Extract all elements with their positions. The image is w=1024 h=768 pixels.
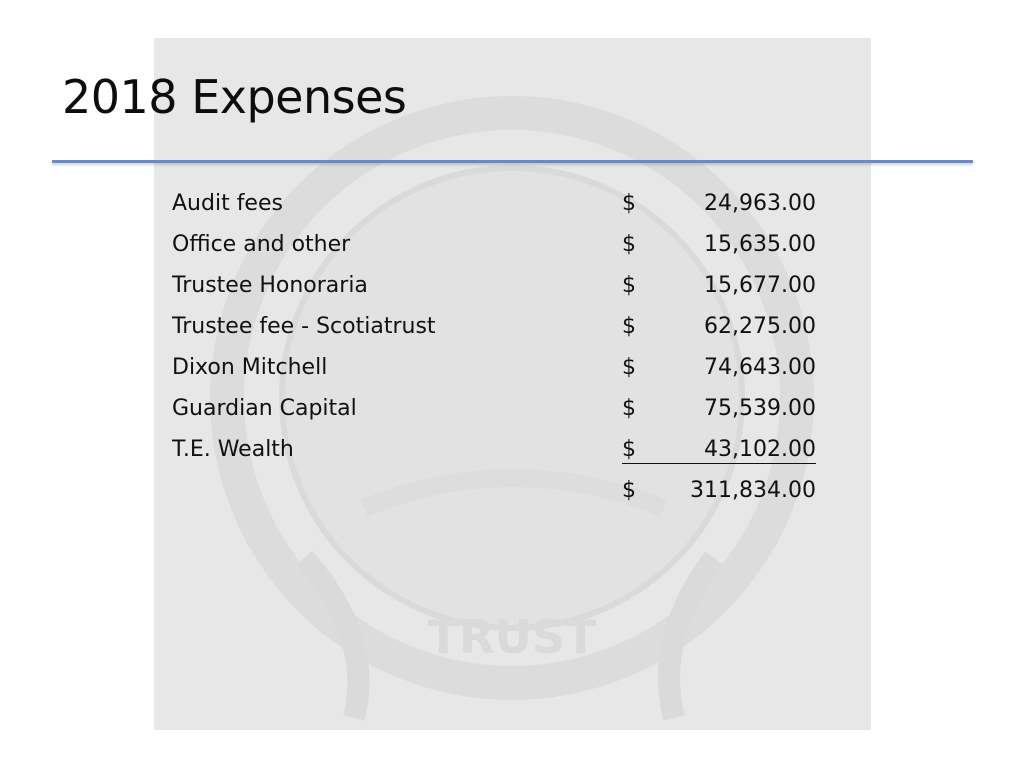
expense-label: Guardian Capital [172, 396, 357, 421]
expense-label: Trustee Honoraria [172, 273, 368, 298]
expense-row-te-wealth [172, 429, 822, 470]
slide-title: 2018 Expenses [62, 70, 407, 124]
expense-amount: 75,539.00 [704, 396, 816, 421]
expense-label: Audit fees [172, 191, 283, 216]
expense-amount: 74,643.00 [704, 355, 816, 380]
expense-amount: 62,275.00 [704, 314, 816, 339]
expense-label: Trustee fee - Scotiatrust [172, 314, 436, 339]
expense-label: Dixon Mitchell [172, 355, 328, 380]
expense-row-office-and-other [172, 224, 822, 265]
currency-symbol: $ [622, 396, 636, 421]
expense-amount: 15,677.00 [704, 273, 816, 298]
currency-symbol: $ [622, 437, 636, 462]
amount-cell [622, 183, 816, 224]
expense-label: Office and other [172, 232, 351, 257]
amount-cell [622, 347, 816, 388]
currency-symbol: $ [622, 478, 636, 503]
total-amount-cell [622, 470, 816, 511]
amount-cell [622, 388, 816, 429]
expense-row-dixon-mitchell [172, 347, 822, 388]
currency-symbol: $ [622, 314, 636, 339]
expense-row-guardian-capital [172, 388, 822, 429]
expense-total-row [172, 470, 822, 511]
expense-amount: 43,102.00 [704, 437, 816, 462]
amount-cell [622, 306, 816, 347]
expense-amount: 24,963.00 [704, 191, 816, 216]
currency-symbol: $ [622, 232, 636, 257]
amount-cell [622, 265, 816, 306]
currency-symbol: $ [622, 355, 636, 380]
amount-cell [622, 429, 816, 470]
title-divider [52, 160, 973, 163]
currency-symbol: $ [622, 191, 636, 216]
watermark-trust-text: TRUST [427, 610, 597, 664]
total-amount: 311,834.00 [690, 478, 816, 503]
expense-amount: 15,635.00 [704, 232, 816, 257]
expense-row-audit-fees [172, 183, 822, 224]
currency-symbol: $ [622, 273, 636, 298]
expense-table [172, 183, 822, 511]
expense-row-trustee-fee-scotiatrust [172, 306, 822, 347]
expense-row-trustee-honoraria [172, 265, 822, 306]
expense-label: T.E. Wealth [172, 437, 294, 462]
amount-cell [622, 224, 816, 265]
